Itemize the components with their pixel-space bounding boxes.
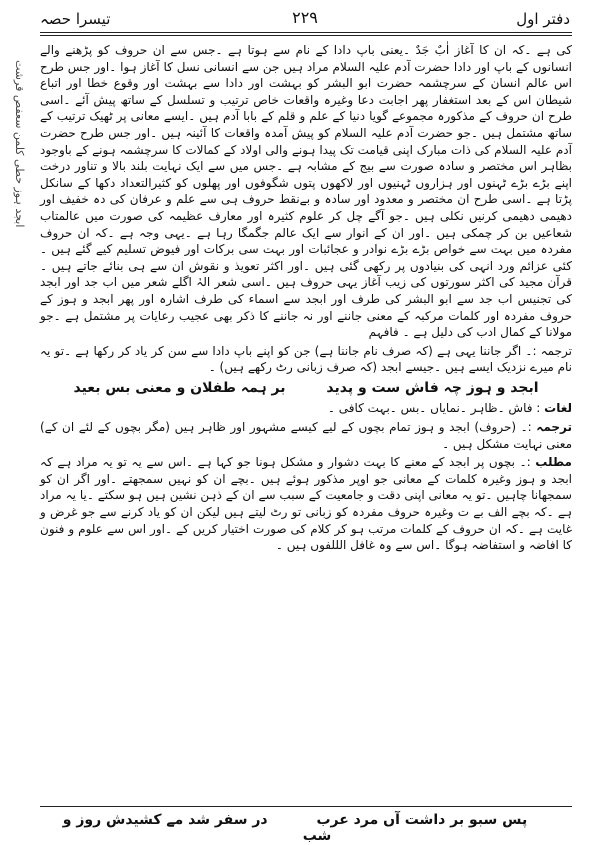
header-rule-double xyxy=(40,35,572,36)
section-text: :۔ (حروف) ابجد و ہوز تمام بچوں کے لیے کیسے مشہور اور ظاہر ہیں (مگر بچوں کے لئے ان کے) معنی نہایت مشکل ہیں ۔ xyxy=(40,420,572,451)
verse-line: پس سبو بر داشت آں مرد عرب xyxy=(316,812,528,828)
section-label: ترجمہ xyxy=(536,420,572,435)
footer-rule xyxy=(40,806,572,807)
header-rule xyxy=(40,32,572,33)
persian-verse xyxy=(40,380,572,397)
paragraph: ترجمہ :۔ اگر جاننا یہی ہے (کہ صرف نام جاننا ہے) جن کو اپنے باپ دادا سے سن کر یاد کر رکھا ہے ۔تو یہ نام میرے نزدیک ایسے ہیں ۔جیسے ابجد (کہ صرف زبانی رٹ رکھے ہیں) ۔ xyxy=(40,343,572,375)
verse-line: بر ہمہ طفلان و معنی بس بعید xyxy=(73,379,286,396)
page-number: ۲۲۹ xyxy=(292,8,318,27)
footer-verse xyxy=(40,812,572,844)
verse-line: در سفر شد مے کشیدش روز و شب xyxy=(62,812,332,844)
section-text: : فاش ۔ظاہر ۔نمایاں ۔بس ۔بہت کافی ۔ xyxy=(327,401,541,416)
paragraph: کی ہے ۔کہ ان کا آغاز اٰبٌ جَدٌ ۔یعنی باپ دادا کے نام سے ہوتا ہے ۔جس سے ان حروف کو پڑھنے والے انسانوں کے باپ اور دادا حضرت آدم علیہ السلام مراد ہیں جن سے انسانی نسل کا آغاز ہوا ۔اور جس طرح اس عالم انسان کے سرچشمہ حضرت ابو البشر کو بہشت اور دادا سے بہشت اور وقوع خطا اور اتباع شیطان اس کے بعد استغفار پھر اجابت دعا وغیرہ واقعات خاص ترتیب و تسلسل کے ساتھ پیش آئے ۔اسی طرح ان حروف کے مذکورہ مجموعے گویا دنیا کے علم و قلم کے بابا آدم ہیں ۔ایسے معانی پر ٹھیک ترتیب کے ساتھ مشتمل ہیں ۔جو حضرت آدم علیہ السلام کو پیش آمدہ واقعات کا آئینہ ہیں ۔اور جس طرح حضرت آدم علیہ السلام کی ذات مبارک اپنی قیامت تک پیدا ہونے والی اولاد کے کمالات کا سرچشمہ ہونے کے باوجود بظاہر اس مختصر و سادہ صورت سے بیج کے مشابہ ہے ۔جس میں سے ایک نہایت بلند بالا و تناور درخت اپنے بڑے بڑے ٹہنوں اور ہزاروں ٹہنیوں اور لاکھوں پتوں شگوفوں اور پھلوں کو کثیرالتعداد دکھا کے سانکل پڑتا ہے ۔اسی طرح ان مختصر و معدود اور سادہ و بےنقط حروف ہی سے علم و عرفان کی دہ خفیف اور دھیمی دھیمی کرنیں نکلی ہیں ۔جو آگے چل کر علوم کثیرہ اور معارف عظیمہ کی صورت میں عالمتاب شعاعیں بن کر چمکی ہیں ۔اور ان کے انوار سے ایک عالم جگمگا رہا ہے ۔یہی وجہ ہے ۔کہ ان حروف مفردہ میں بہت سے خواص بڑے بڑے نوادر و عجائبات اور بہت سی برکات اور فیوض تسلیم کیے گئے ہیں ۔کئی عزائم ورد انہی کی بنیادوں پر رکھی گئی ہیں ۔اور اکثر تعویذ و نقوش ان سے ہی بنائے جاتے ہیں ۔قرآن مجید کی اکثر سورتوں کی زیب آغاز یہی حروف ہیں ۔اسی شعر الہٰ اگلے شعر میں اب جد اور ابجد کی تجنیس اب جد سے ابو البشر کی طرف اور ابجد سے اسماء کی طرف اشارہ اور پھر ابجد و ہوز کے حروف مفردہ اور کلمات مرکبہ کے معنی جاننے اور نہ جاننے کا ذکر بھی عجیب رعایات پر مشتمل ہے ۔جو مولانا کے کمال ادب کی دلیل ہے ۔ فافہم xyxy=(40,43,572,340)
book-title: دفتر اول xyxy=(516,10,570,28)
section-title: تیسرا حصہ xyxy=(40,10,111,28)
section-matlab xyxy=(40,454,572,554)
page-header xyxy=(40,6,570,32)
section-lughat xyxy=(40,400,572,417)
section-tarjuma xyxy=(40,419,572,452)
section-text: :۔ بچوں پر ابجد کے معنے کا بہت دشوار و مشکل ہونا جو کہا ہے ۔اس سے یہ تو یہ مراد ہے کہ ابجد و ہوز وغیرہ کلمات کے معانی جو اوپر مذکور ہوئے ہیں ۔بچے ان کو نہیں سمجھتے ۔اور اگر ان کو سمجھانا چاہیں ۔تو یہ معانی اپنی دقت و جامعیت کے سبب سے ان کے ذہن نشین ہیں ہو سکتے ۔یا یہ مراد ہے ۔کہ بچے الف بے ت وغیرہ حروف مفردہ کو زبانی تو رٹ لیتے ہیں لیکن ان کو یاد کرنے سے جو غرض و غایت ہے ۔کہ ان حروف کے کلمات مرتب ہو کر کلام کی صورت اختیار کریں کے ۔اور اس سے علوم و فنون کا افاضہ و استفاضہ ہوگا ۔اس سے وہ غافل الللفوں ہیں ۔ xyxy=(40,455,572,553)
section-label: لغات xyxy=(544,401,572,416)
margin-annotation: ابجد ہوز حطی کلمن سعفص قرشت xyxy=(13,60,26,228)
page-body xyxy=(40,42,572,556)
section-label: مطلب xyxy=(535,455,572,470)
verse-line: ابجد و ہوز چہ فاش ست و پدید xyxy=(326,379,539,396)
